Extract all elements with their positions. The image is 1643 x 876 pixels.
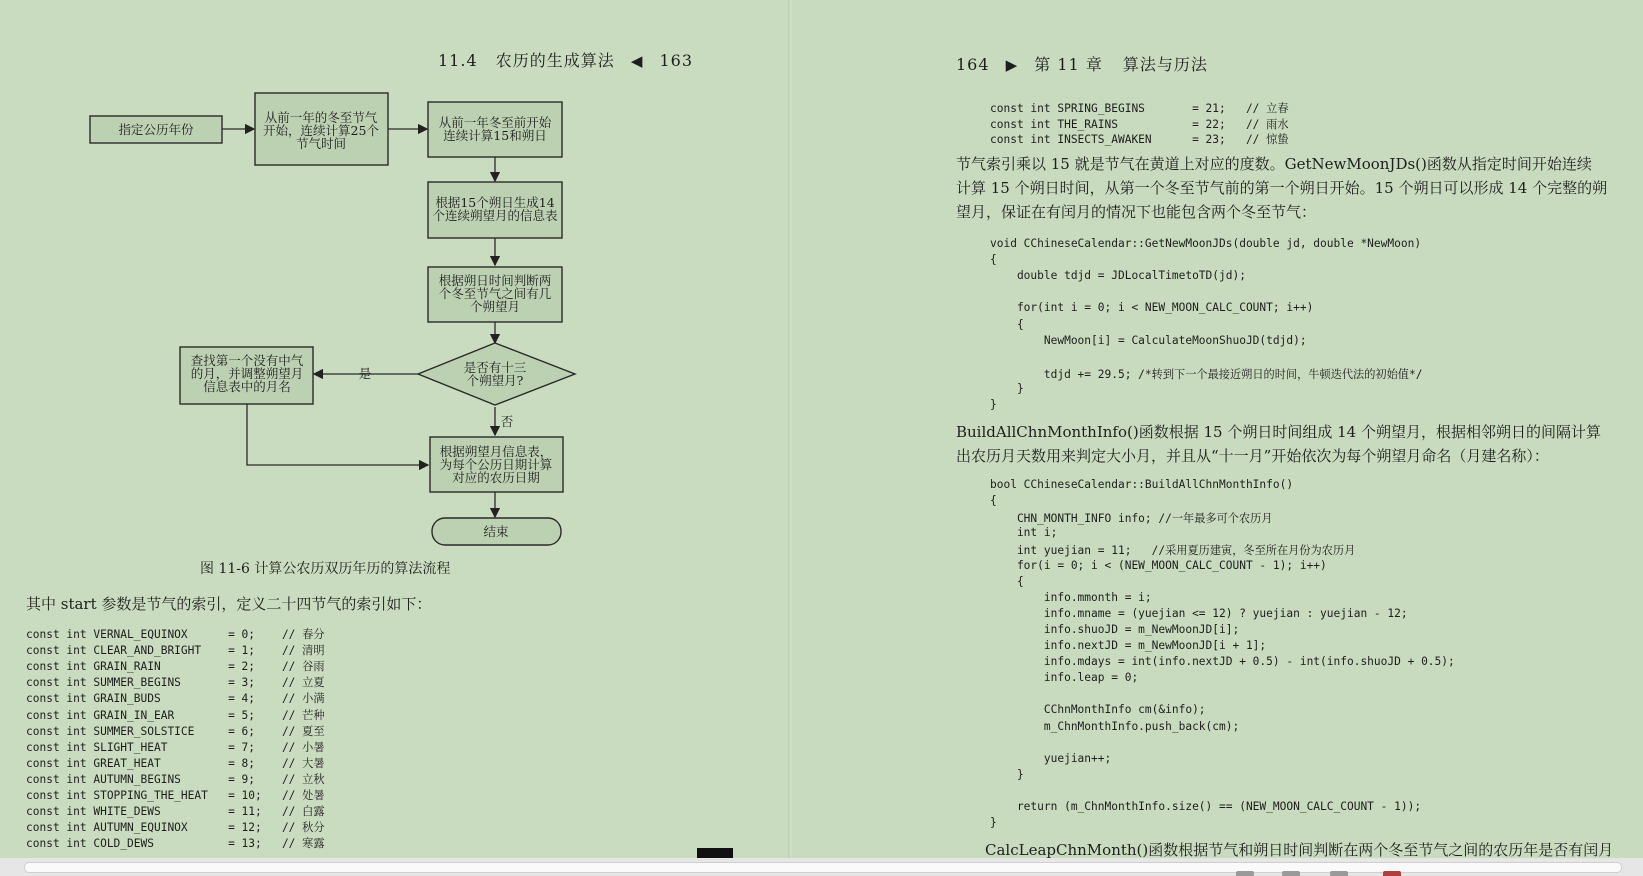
- section-title: 农历的生成算法: [495, 51, 615, 70]
- node-solar-terms-line2: 开始，连续计算25个: [263, 123, 379, 138]
- node-count-months-line2: 个冬至节气之间有几: [438, 286, 552, 301]
- node-build-table-line2: 个连续朔望月的信息表: [432, 208, 558, 223]
- code-line: }: [990, 398, 997, 411]
- node-compute-dates-line1: 根据朔望月信息表，: [439, 444, 553, 459]
- node-compute-dates-line3: 对应的农历日期: [452, 470, 540, 485]
- paragraph-line: 计算 15 个朔日时间，从第一个冬至节气前的第一个朔日开始。15 个朔日可以形成 14 个完整的朔: [956, 179, 1608, 197]
- code-line: }: [990, 816, 997, 830]
- code-line: void CChineseCalendar::GetNewMoonJDs(double jd, double *NewMoon): [990, 237, 1422, 250]
- node-count-months-line1: 根据朔日时间判断两: [438, 273, 552, 288]
- taskbar-icon[interactable]: [1383, 871, 1401, 876]
- page-edge-mark: [697, 848, 733, 858]
- code-line: {: [990, 494, 997, 508]
- code-line: {: [990, 574, 1024, 588]
- code-line: info.shuoJD = m_NewMoonJD[i];: [990, 622, 1240, 636]
- code-line: const int THE_RAINS = 22; // 雨水: [990, 117, 1289, 131]
- right-page: [792, 0, 1643, 858]
- paragraph-line: 出农历月天数用来判定大小月，并且从“十一月”开始依次为每个朔望月命名（月建名称）：: [956, 447, 1549, 465]
- code-line: info.mname = (yuejian <= 12) ? yuejian : yuejian - 12;: [990, 606, 1408, 620]
- code-line: const int SUMMER_SOLSTICE = 6; // 夏至: [26, 724, 325, 738]
- node-solar-terms-line1: 从前一年的冬至节气: [264, 110, 378, 125]
- code-line: NewMoon[i] = CalculateMoonShuoJD(tdjd);: [990, 333, 1307, 347]
- node-count-months-line3: 个朔望月: [469, 299, 521, 314]
- node-find-leap-line3: 信息表中的月名: [203, 379, 291, 394]
- code-line: info.mdays = int(info.nextJD + 0.5) - int(info.shuoJD + 0.5);: [990, 655, 1455, 669]
- taskbar-icon[interactable]: [1236, 871, 1254, 876]
- code-line: info.leap = 0;: [990, 671, 1139, 685]
- code-line: }: [990, 381, 1024, 395]
- code-line: const int AUTUMN_EQUINOX = 12; // 秋分: [26, 821, 325, 835]
- code-line: const int GREAT_HEAT = 8; // 大暑: [26, 756, 325, 770]
- code-line: const int SUMMER_BEGINS = 3; // 立夏: [26, 676, 325, 690]
- edge-label-yes: 是: [358, 366, 372, 381]
- code-line: const int WHITE_DEWS = 11; // 白露: [26, 805, 325, 819]
- code-line: return (m_ChnMonthInfo.size() == (NEW_MOON_CALC_COUNT - 1));: [990, 800, 1422, 813]
- code-line: }: [990, 767, 1024, 781]
- code-line: const int GRAIN_BUDS = 4; // 小满: [26, 692, 325, 706]
- next-marker-icon: ▶: [1005, 56, 1019, 74]
- code-line: const int AUTUMN_BEGINS = 9; // 立秋: [26, 772, 325, 786]
- chapter-label: 第 11 章: [1034, 55, 1103, 74]
- code-line: info.mmonth = i;: [990, 590, 1152, 604]
- node-decision-line1: 是否有十三: [463, 360, 527, 375]
- code-line: tdjd += 29.5; /*转到下一个最接近朔日的时间，牛顿迭代法的初始值*/: [990, 367, 1423, 381]
- code-line: int yuejian = 11; //采用夏历建寅，冬至所在月份为农历月: [990, 544, 1356, 558]
- node-compute-dates-line2: 为每个公历日期计算: [439, 457, 553, 472]
- node-decision-line2: 个朔望月?: [466, 373, 524, 388]
- code-line: CChnMonthInfo cm(&info);: [990, 703, 1206, 717]
- paragraph-line: 望月，保证在有闰月的情况下也能包含两个冬至节气：: [956, 203, 1317, 221]
- intro-paragraph: 其中 start 参数是节气的索引，定义二十四节气的索引如下：: [26, 595, 432, 613]
- page-number: 164: [956, 55, 990, 74]
- node-end: 结束: [483, 524, 509, 539]
- node-new-moons-line2: 连续计算15和朔日: [443, 128, 547, 143]
- code-line: for(i = 0; i < (NEW_MOON_CALC_COUNT - 1); i++): [990, 558, 1327, 572]
- code-line: const int GRAIN_IN_EAR = 5; // 芒种: [26, 708, 325, 722]
- node-find-leap-line1: 查找第一个没有中气: [190, 353, 304, 368]
- section-number: 11.4: [438, 51, 478, 70]
- code-line: const int SPRING_BEGINS = 21; // 立春: [990, 102, 1289, 115]
- code-line: bool CChineseCalendar::BuildAllChnMonthInfo(): [990, 478, 1294, 491]
- code-line: const int GRAIN_RAIN = 2; // 谷雨: [26, 660, 325, 674]
- node-new-moons-line1: 从前一年冬至前开始: [438, 115, 552, 130]
- paragraph-line: 节气索引乘以 15 就是节气在黄道上对应的度数。GetNewMoonJDs()函数从指定时间开始连续: [956, 155, 1592, 173]
- taskbar-icon[interactable]: [1282, 871, 1300, 876]
- code-line: const int COLD_DEWS = 13; // 寒露: [26, 837, 325, 851]
- code-line: double tdjd = JDLocalTimetoTD(jd);: [990, 269, 1246, 283]
- flowchart-diagram: [0, 0, 790, 560]
- figure-caption: 图 11-6 计算公农历双历年历的算法流程: [200, 561, 451, 577]
- code-line: yuejian++;: [990, 751, 1112, 765]
- page-number: 163: [659, 51, 694, 70]
- cutoff-paragraph: CalcLeapChnMonth()函数根据节气和朔日时间判断在两个冬至节气之间的农历年是否有闰月: [985, 841, 1614, 858]
- code-line: for(int i = 0; i < NEW_MOON_CALC_COUNT; i++): [990, 301, 1314, 315]
- code-line: int i;: [990, 526, 1058, 540]
- node-build-table-line1: 根据15个朔日生成14: [435, 195, 555, 210]
- code-line: m_ChnMonthInfo.push_back(cm);: [990, 719, 1240, 733]
- code-line: {: [990, 317, 1024, 331]
- node-start-year: 指定公历年份: [118, 122, 194, 137]
- taskbar-icon[interactable]: [1330, 871, 1348, 876]
- code-line: {: [990, 253, 997, 267]
- node-solar-terms-line3: 节气时间: [295, 136, 347, 151]
- code-line: const int STOPPING_THE_HEAT = 10; // 处暑: [26, 789, 325, 802]
- prev-marker-icon: ◀: [630, 52, 644, 70]
- paragraph-line: BuildAllChnMonthInfo()函数根据 15 个朔日时间组成 14 个朔望月，根据相邻朔日的间隔计算: [956, 423, 1601, 441]
- edge-label-no: 否: [500, 414, 514, 429]
- code-line: const int SLIGHT_HEAT = 7; // 小暑: [26, 740, 325, 754]
- right-page-header: [956, 52, 1208, 75]
- code-line: info.nextJD = m_NewMoonJD[i + 1];: [990, 639, 1267, 652]
- left-page: [0, 0, 790, 858]
- code-line: const int CLEAR_AND_BRIGHT = 1; // 清明: [26, 644, 325, 658]
- code-line: CHN_MONTH_INFO info; //一年最多可个农历月: [990, 512, 1273, 526]
- code-line: const int VERNAL_EQUINOX = 0; // 春分: [26, 628, 325, 641]
- node-find-leap-line2: 的月，并调整朔望月: [190, 366, 304, 381]
- code-line: const int INSECTS_AWAKEN = 23; // 惊蛰: [990, 133, 1289, 146]
- chapter-title: 算法与历法: [1122, 55, 1208, 74]
